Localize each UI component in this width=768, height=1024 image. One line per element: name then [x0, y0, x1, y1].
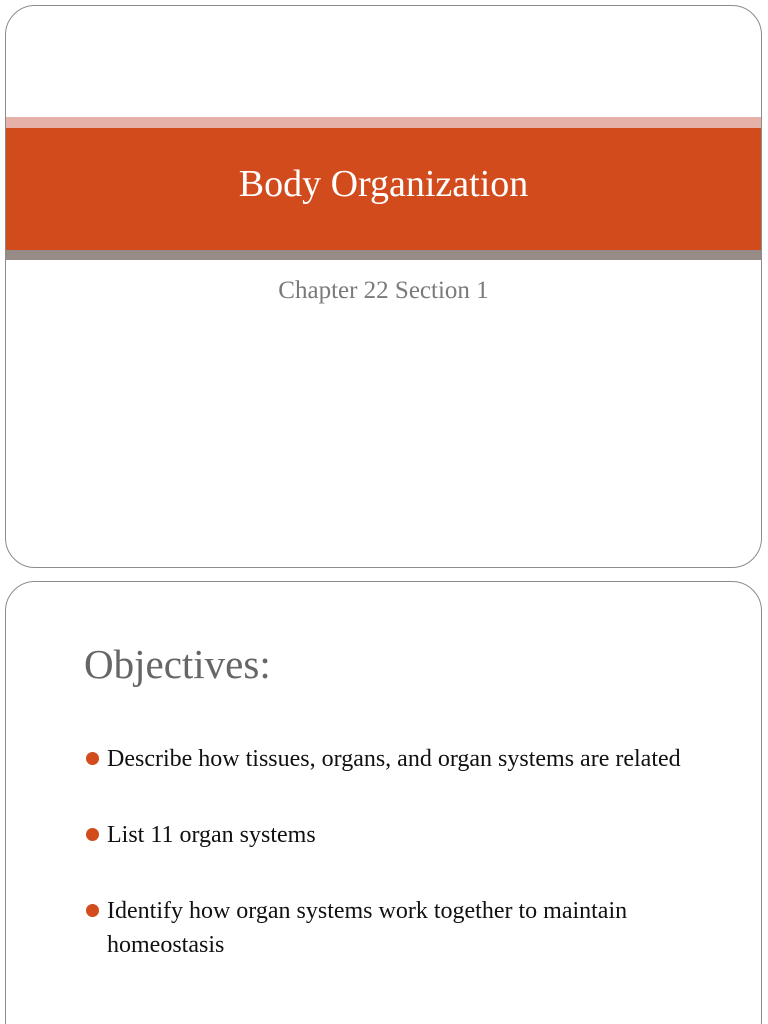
objectives-heading: Objectives:: [84, 641, 271, 687]
objective-text: List 11 organ systems: [107, 822, 316, 848]
objectives-list: [84, 742, 724, 962]
objectives-slide: [5, 581, 762, 1024]
objective-item: [84, 818, 724, 852]
objective-text: Describe how tissues, organs, and organ systems are related: [107, 746, 681, 772]
objective-item: [84, 742, 724, 776]
bullet-dot-icon: [86, 828, 99, 841]
objective-item: [84, 894, 724, 962]
slide-title: Body Organization: [238, 163, 529, 205]
title-slide: [5, 5, 762, 568]
bullet-dot-icon: [86, 752, 99, 765]
objective-text: Identify how organ systems work together to maintain homeostasis: [107, 898, 628, 958]
title-band-bottom-stripe: [6, 250, 761, 260]
slide-subtitle: Chapter 22 Section 1: [278, 277, 489, 304]
title-band: [6, 128, 761, 250]
title-band-top-stripe: [6, 117, 761, 128]
bullet-dot-icon: [86, 904, 99, 917]
